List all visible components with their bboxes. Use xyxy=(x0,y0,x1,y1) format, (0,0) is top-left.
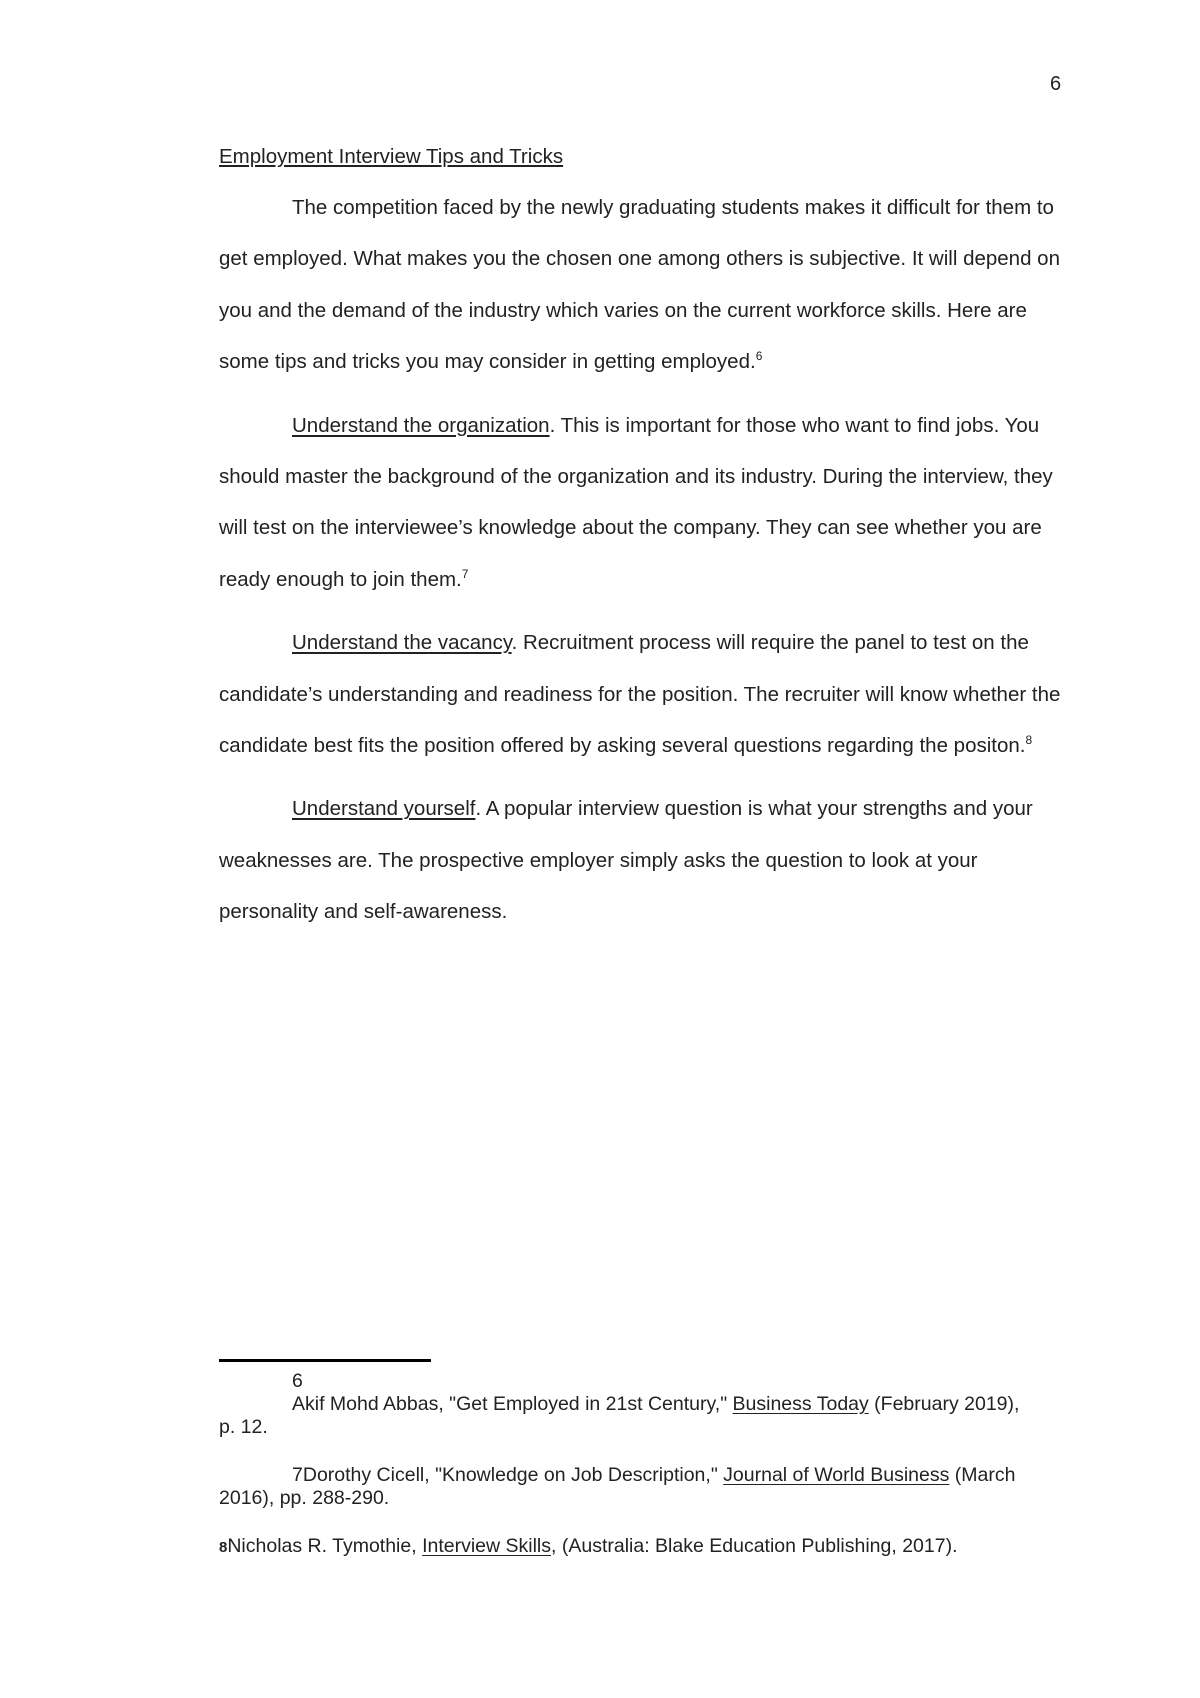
paragraph-text: . A popular interview question is what your strengths and your weaknesses are. The prospective employer simply asks the question to look at your personality and self-awareness. xyxy=(219,797,1033,924)
paragraph-intro xyxy=(219,157,1067,388)
paragraph-text: . This is important for those who want to find jobs. You should master the background of the organization and its industry. During the interview, they will test on the interviewee’s knowledge about the company. They can see whether you are ready enough to join them. xyxy=(219,413,1053,591)
footnote-separator xyxy=(219,1359,431,1362)
footnote-line-2: p. 12. xyxy=(219,1416,268,1438)
footnote-source: Journal of World Business xyxy=(723,1464,950,1486)
footnote-number: 8 xyxy=(219,1539,228,1556)
footnote-ref-7[interactable]: 7 xyxy=(461,566,469,581)
paragraph-lead: Understand yourself xyxy=(292,797,476,821)
paragraph-yourself xyxy=(219,758,1067,937)
footnote-source: Business Today xyxy=(732,1393,869,1415)
paragraph-text: The competition faced by the newly graduating students makes it difficult for them to get employed. What makes you the chosen one among others is subjective. It will depend on you and the demand of the industry which varies on the current workforce skills. Here are some tips and tricks you may consider in getting employed. xyxy=(219,196,1060,374)
footnote-6 xyxy=(219,1370,1079,1439)
footnote-line xyxy=(219,1535,1079,1559)
footnote-source: Interview Skills xyxy=(422,1535,552,1557)
page-number: 6 xyxy=(1050,73,1062,95)
footnote-ref-8[interactable]: 8 xyxy=(1025,733,1033,748)
paragraph-organization xyxy=(219,375,1067,606)
footnote-citation-tail: (March xyxy=(949,1464,1016,1486)
footnote-citation: Dorothy Cicell, "Knowledge on Job Description," xyxy=(302,1464,724,1486)
paragraph-text: . Recruitment process will require the panel to test on the candidate’s understanding and readiness for the position. The recruiter will know whether the candidate best fits the position offered by asking several questions regarding the positon. xyxy=(219,631,1061,758)
paragraph-vacancy xyxy=(219,592,1067,771)
section-heading: Employment Interview Tips and Tricks xyxy=(219,145,564,168)
footnote-number: 6 xyxy=(292,1370,303,1392)
footnote-ref-6[interactable]: 6 xyxy=(755,349,763,364)
paragraph-lead: Understand the vacancy xyxy=(292,631,512,655)
footnote-citation: Akif Mohd Abbas, "Get Employed in 21st Century," xyxy=(292,1393,733,1415)
document-body xyxy=(219,144,1067,938)
footnote-8 xyxy=(219,1535,1079,1559)
paragraph-lead: Understand the organization xyxy=(292,413,550,437)
footnote-line xyxy=(219,1393,1079,1416)
footnote-number: 7 xyxy=(292,1464,303,1486)
footnote-citation-tail: (February 2019), xyxy=(868,1393,1020,1415)
footnote-citation-tail: , (Australia: Blake Education Publishing, 2017). xyxy=(551,1535,958,1557)
footnote-citation: Nicholas R. Tymothie, xyxy=(227,1535,423,1557)
footnote-line-2: 2016), pp. 288-290. xyxy=(219,1487,390,1509)
footnote-7 xyxy=(219,1464,1079,1510)
footnote-line xyxy=(219,1464,1079,1487)
